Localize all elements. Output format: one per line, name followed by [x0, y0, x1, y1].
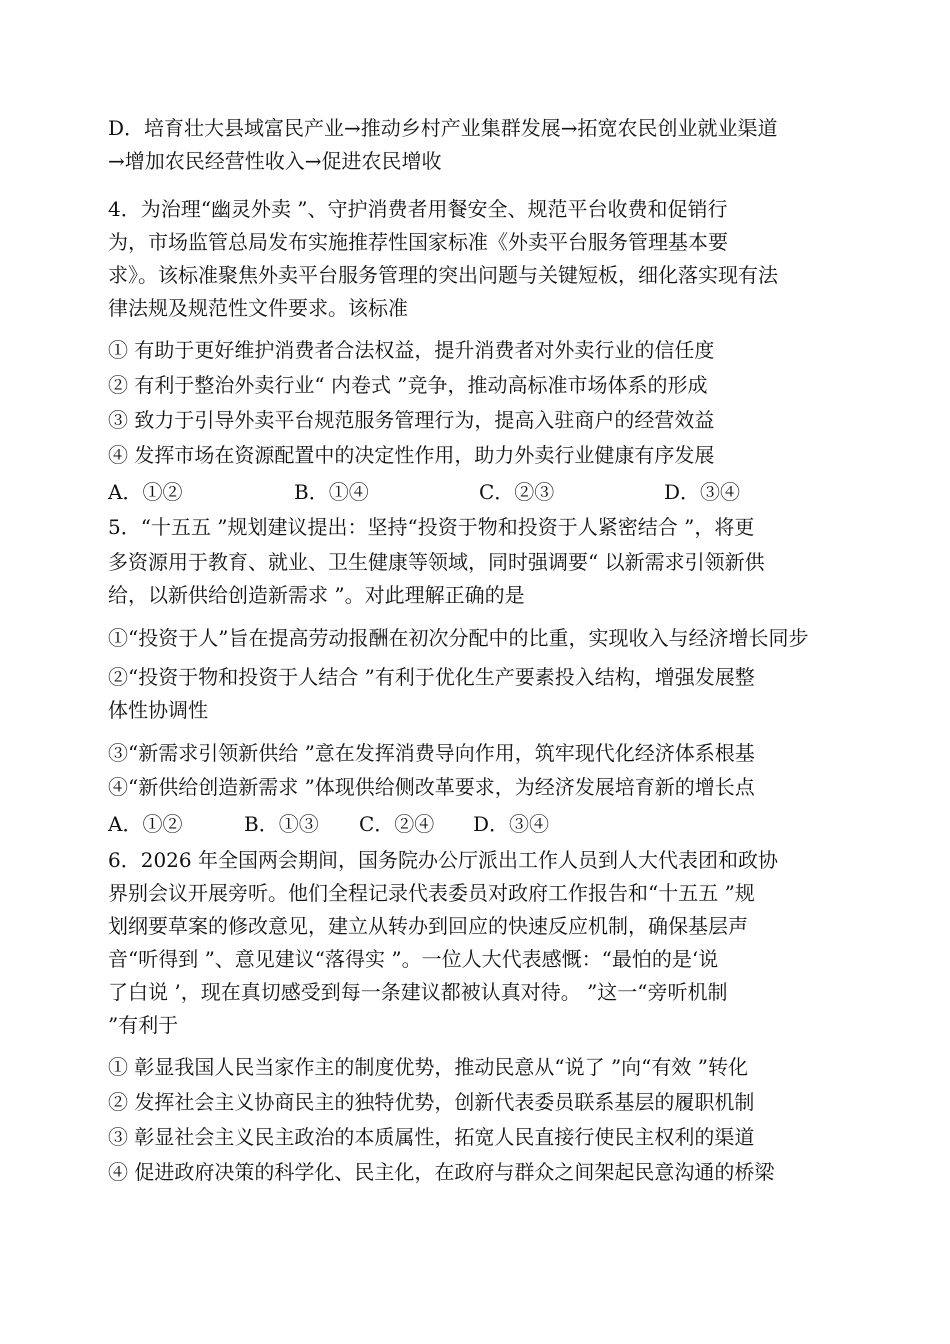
- q4-stem-line-4: 律法规及规范性文件要求。该标准: [108, 296, 408, 320]
- q6-item-3: ③ 彰显社会主义民主政治的本质属性，拓宽人民直接行使民主权利的渠道: [108, 1125, 755, 1149]
- q6-stem-line-1: 6．2026 年全国两会期间，国务院办公厅派出工作人员到人大代表团和政协: [108, 848, 778, 872]
- q6-stem-line-5: 了白说 ’，现在真切感受到每一条建议都被认真对待。 ”这一“旁听机制: [108, 980, 728, 1004]
- q5-choice-a: A．①②: [108, 812, 183, 836]
- q4-choice-c: C．②③: [479, 480, 555, 504]
- q5-item-2-line-2: 体性协调性: [108, 698, 208, 722]
- q6-item-4: ④ 促进政府决策的科学化、民主化，在政府与群众之间架起民意沟通的桥梁: [108, 1160, 775, 1184]
- q4-item-1: ① 有助于更好维护消费者合法权益，提升消费者对外卖行业的信任度: [108, 338, 715, 362]
- q4-stem-line-2: 为，市场监管总局发布实施推荐性国家标准《外卖平台服务管理基本要: [108, 230, 728, 254]
- q4-item-3: ③ 致力于引导外卖平台规范服务管理行为，提高入驻商户的经营效益: [108, 408, 715, 432]
- q6-stem-line-6: ”有利于: [108, 1013, 179, 1037]
- q5-stem-line-1: 5．“十五五 ”规划建议提出：坚持“投资于物和投资于人紧密结合 ”，将更: [108, 515, 755, 539]
- q6-item-2: ② 发挥社会主义协商民主的独特优势，创新代表委员联系基层的履职机制: [108, 1090, 755, 1114]
- q6-stem-line-3: 划纲要草案的修改意见，建立从转办到回应的快速反应机制，确保基层声: [108, 914, 748, 938]
- q5-stem-line-3: 给，以新供给创造新需求 ”。对此理解正确的是: [108, 583, 525, 607]
- q6-stem-line-2: 界别会议开展旁听。他们全程记录代表委员对政府工作报告和“十五五 ”规: [108, 881, 755, 905]
- q3-option-d-line-1: D．培育壮大县域富民产业→推动乡村产业集群发展→拓宽农民创业就业渠道: [108, 116, 778, 140]
- q4-item-4: ④ 发挥市场在资源配置中的决定性作用，助力外卖行业健康有序发展: [108, 443, 715, 467]
- q3-option-d-line-2: →增加农民经营性收入→促进农民增收: [108, 149, 442, 173]
- q4-choice-b: B．①④: [294, 480, 369, 504]
- q5-item-2-line-1: ②“投资于物和投资于人结合 ”有利于优化生产要素投入结构，增强发展整: [108, 665, 755, 689]
- q5-choice-c: C．②④: [359, 812, 435, 836]
- q6-item-1: ① 彰显我国人民当家作主的制度优势，推动民意从“说了 ”向“有效 ”转化: [108, 1055, 748, 1079]
- q5-item-3: ③“新需求引领新供给 ”意在发挥消费导向作用，筑牢现代化经济体系根基: [108, 741, 755, 765]
- q4-choice-a: A．①②: [108, 480, 183, 504]
- q5-item-1: ①“投资于人”旨在提高劳动报酬在初次分配中的比重，实现收入与经济增长同步: [108, 626, 809, 650]
- q5-item-4: ④“新供给创造新需求 ”体现供给侧改革要求，为经济发展培育新的增长点: [108, 775, 755, 799]
- q4-stem-line-3: 求》。该标准聚焦外卖平台服务管理的突出问题与关键短板，细化落实现有法: [108, 263, 778, 287]
- q5-stem-line-2: 多资源用于教育、就业、卫生健康等领域，同时强调要“ 以新需求引领新供: [108, 550, 765, 574]
- q4-item-2: ② 有利于整治外卖行业“ 内卷式 ”竞争，推动高标准市场体系的形成: [108, 373, 708, 397]
- q4-stem-line-1: 4．为治理“幽灵外卖 ”、守护消费者用餐安全、规范平台收费和促销行: [108, 197, 728, 221]
- q5-choice-b: B．①③: [244, 812, 319, 836]
- q5-choice-d: D．③④: [473, 812, 550, 836]
- q6-stem-line-4: 音“听得到 ”、意见建议“落得实 ”。一位人大代表感慨：“最怕的是‘说: [108, 947, 719, 971]
- q4-choice-d: D．③④: [664, 480, 741, 504]
